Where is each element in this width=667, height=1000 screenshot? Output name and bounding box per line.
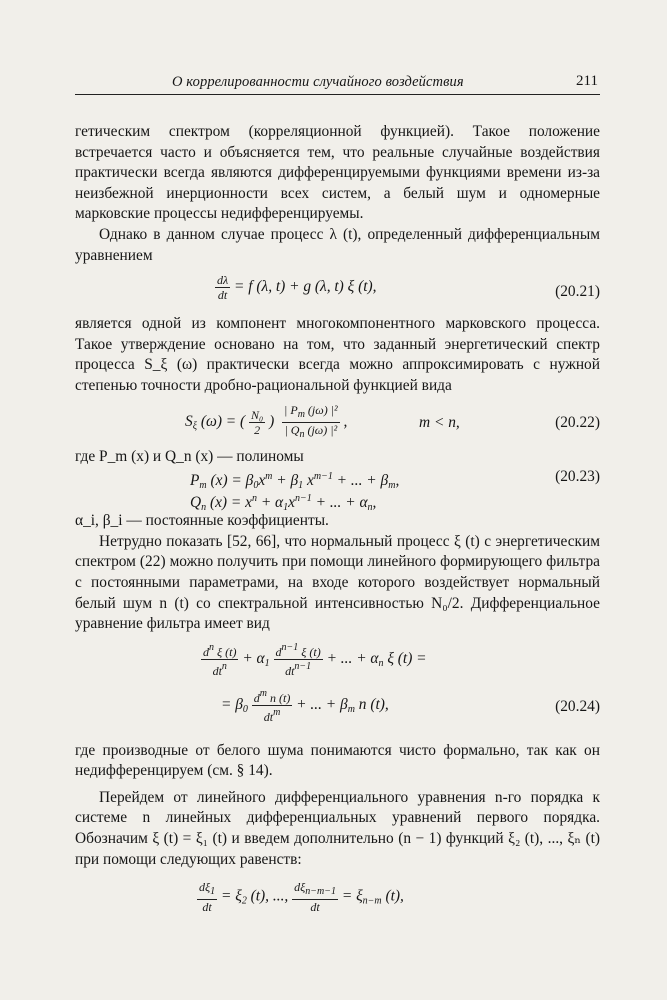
equation-20-21: $\frac{d\lambda}{dt}$ = f (λ, t) + g (λ, t) ξ (t), (20.21)	[217, 273, 600, 303]
equation-condition: m < n,	[419, 413, 460, 431]
paragraph-8: Перейдем от линейного дифференциального уравнения n-го порядка к системе n линейных дифференциальных уравнений первого порядка. Обозначим ξ (t) = ξ₁ (t) и введем дополнительно (n − 1) функций ξ₂ (t), ..., ξₙ (t) при помощи следующих равенств:	[75, 788, 600, 868]
equation-20-22: Sξ (ω) = ( $\frac{\text{N₀}}{2}$ ) $\frac{| P_m (j\omega) |^2}{| Q_n (j\omega) |^2}$ , m < n, (20.22)	[185, 402, 600, 440]
paragraph-5: α_i, β_i — постоянные коэффициенты.	[75, 512, 329, 530]
equation-number-20-23: (20.23)	[555, 468, 600, 486]
paragraph-1: гетическим спектром (корреляционной функцией). Такое положение встречается часто и объясняется тем, что реальные случайные воздействия практически всегда являются дифференцируемыми функциями времени из-за неизбежной инерционности всех систем, а белый шум и одномерные марковские процессы недифференцируемы.	[75, 123, 600, 223]
paragraph-6: Нетрудно показать [52, 66], что нормальный процесс ξ (t) с энергетическим спектром (22) можно получить при помощи линейного формирующего фильтра с постоянными параметрами, на входе которого воздействует нормальный белый шум n (t) со спектральной интенсивностью N₀/2. Дифференциальное уравнение фильтра имеет вид	[75, 532, 600, 633]
page-body	[75, 122, 600, 918]
equation-number-20-24: (20.24)	[555, 697, 600, 715]
paragraph-7: где производные от белого шума понимаются чисто формально, так как он недифференцируем (см. § 14).	[75, 741, 600, 780]
equation-number-20-21: (20.21)	[555, 283, 600, 301]
running-header	[75, 72, 600, 95]
page-number: 211	[576, 73, 598, 89]
paragraph-2: Однако в данном случае процесс λ (t), определенный дифференциальным уравнением	[75, 225, 600, 264]
equation-number-20-22: (20.22)	[555, 413, 600, 431]
paragraph-4: где P_m (x) и Q_n (x) — полиномы	[75, 447, 304, 465]
header-title: О коррелированности случайного воздействия	[172, 74, 464, 90]
paragraph-3: является одной из компонент многокомпонентного марковского процесса. Такое утверждение основано на том, что заданный энергетический спектр процесса S_ξ (ω) практически всегда можно аппроксимировать с нужной степенью точности дробно-рациональной функцией вида	[75, 315, 600, 394]
equation-20-23: Pm $(x) = \beta 0x^m + \beta 1$ $x^{m-1}$ + ... + βm, Qn $(x) = x^n + \alpha 1x^{n-1}$ + ... + αn, (20.23)	[190, 468, 600, 514]
equation-20-24: $\frac{d^n \xi (t)}{dt^n}$ + α1 $\frac{d^{n-1} \xi (t)}{dt^{n-1}}$ + ... + αn ξ (t) = = β0 $\frac{d^m n (t)}{dt^m}$ + ... + βm n (t), (20.24)	[203, 641, 600, 724]
equation-chain: $\frac{d\xi_1}{dt}$ = ξ2 (t), ..., $\frac{d\xi_{n-m-1}}{dt}$ = ξn−m (t),	[199, 880, 404, 915]
